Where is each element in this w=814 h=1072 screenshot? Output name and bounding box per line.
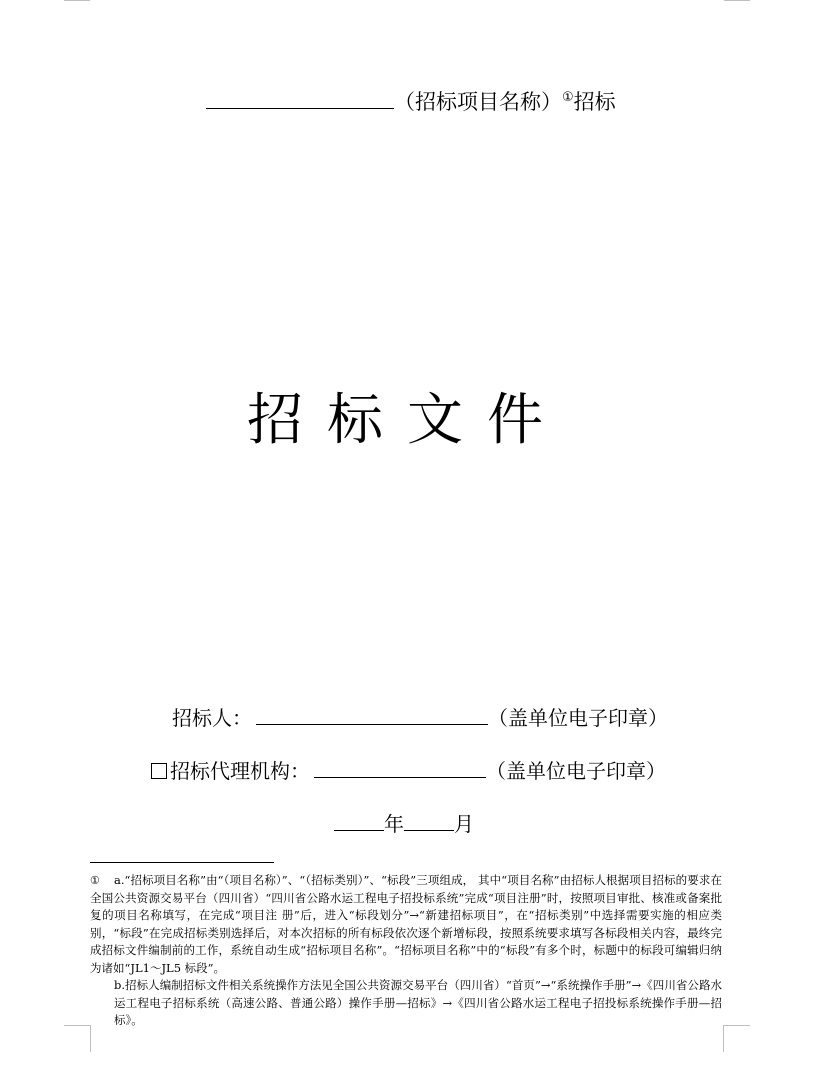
footnote-text-a: a.“招标项目名称”由“（项目名称）”、“（招标类别）”、“标段”三项组成， 其中“项目名称”由招标人根据项目招标的要求在全国公共资源交易平台（四川省）“四川省公路水运工程电子招投标系统”完成“项目注册”时，按照项目审批、核准或备案批复的项目名称填写，在完成“项目注 册”后，进入“标段划分”→“新建招标项目”，在“招标类别”中选择需要实施的相应类别，“标段”在完成招标类别选择后，对本次招标的所有标段依次逐个新增标段，按照系统要求填写各标段相关内容，最终完成招标文件编制前的工作，系统自动生成“招标项目名称”。“招标项目名称”中的“标段”有多个时，标题中的标段可编辑归纳为诸如“JL1～JL5 标段”。 — [90, 873, 722, 975]
month-label: 月 — [454, 812, 474, 836]
year-blank — [334, 808, 384, 831]
crop-mark-bottom-right — [723, 1025, 750, 1052]
agency-row — [151, 755, 666, 785]
footnote-separator — [90, 862, 274, 863]
date-row — [334, 808, 474, 838]
project-name-hint: （招标项目名称） — [394, 90, 562, 114]
agency-seal-note: （盖单位电子印章） — [486, 759, 666, 783]
agency-checkbox[interactable] — [151, 763, 167, 779]
tenderer-blank — [256, 702, 488, 725]
tenderer-label: 招标人： — [172, 706, 252, 730]
project-title-line — [206, 86, 616, 116]
crop-mark-bottom-left — [64, 1025, 91, 1052]
title-suffix: 招标 — [573, 90, 616, 114]
agency-blank — [314, 755, 486, 778]
footnote-paragraph-a — [90, 872, 722, 977]
year-label: 年 — [384, 812, 404, 836]
agency-label: 招标代理机构： — [170, 759, 310, 783]
tenderer-seal-note: （盖单位电子印章） — [488, 706, 668, 730]
footnote-reference: ① — [562, 90, 574, 105]
document-title: 招标文件 — [247, 388, 567, 453]
project-name-blank — [206, 86, 394, 109]
crop-mark-top-right — [724, 0, 750, 1]
footnote-paragraph-b: b.招标人编制招标文件相关系统操作方法见全国公共资源交易平台（四川省）“首页”→“系统操作手册”→《四川省公路水运工程电子招标系统（高速公路、普通公路）操作手册—招标》→《四川省公路水运工程电子招投标系统操作手册—招标》。 — [114, 978, 722, 1027]
crop-mark-top-left — [64, 0, 90, 1]
footnote-marker: ① — [90, 874, 100, 887]
footnote — [90, 872, 722, 1030]
month-blank — [404, 808, 454, 831]
tenderer-row — [172, 702, 668, 732]
